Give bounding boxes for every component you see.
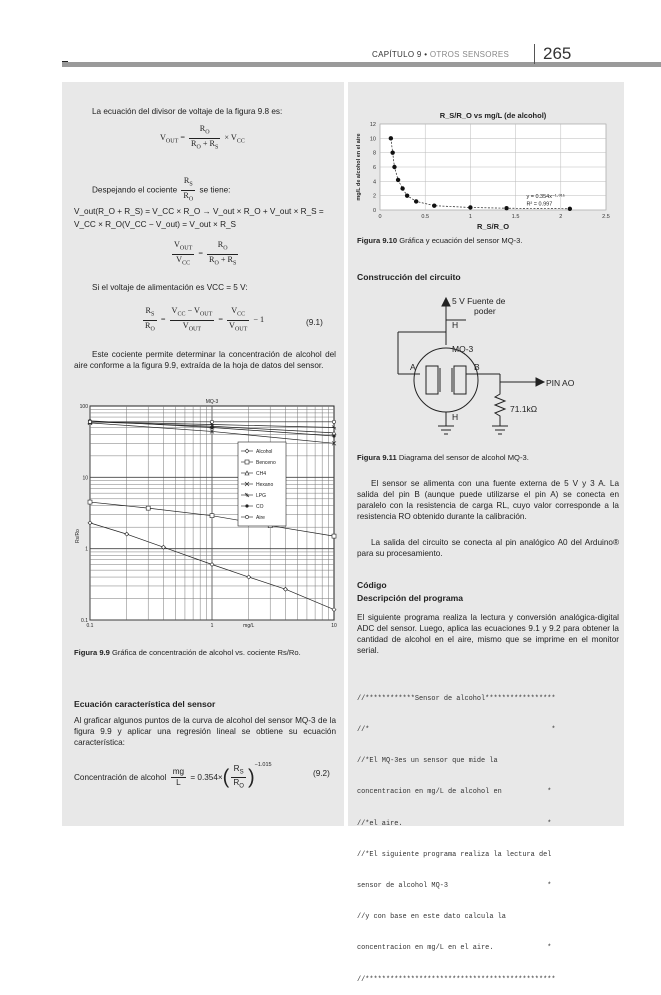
ecuacion-heading: Ecuación característica del sensor <box>74 699 216 709</box>
chart-title: R_S/R_O vs mg/L (de alcohol) <box>439 111 547 120</box>
sensor-label: MQ-3 <box>452 344 474 354</box>
page-number: 265 <box>543 44 572 63</box>
intro-text: La ecuación del divisor de voltaje de la figura 9.8 es: <box>92 107 283 116</box>
figure-9-11-caption <box>357 453 619 463</box>
chapter-title: OTROS SENSORES <box>429 50 510 59</box>
series-marker <box>146 506 150 510</box>
series-marker <box>332 420 335 423</box>
y-tick-label: 100 <box>79 404 88 410</box>
running-header <box>372 50 509 59</box>
figure-9-9-caption <box>74 648 336 658</box>
equation-9-2: Concentración de alcohol $\frac{mg}{L}$ = 0.354×( $\frac{R_S}{R_O}$ )$^{-1.015}$ <box>74 762 272 790</box>
code-line: //*El siguiente programa realiza la lectura del <box>357 850 552 859</box>
data-point <box>389 136 393 140</box>
data-point <box>504 206 508 210</box>
x-tick-label: 2 <box>559 214 563 220</box>
code-line: //*el aire. * <box>357 819 552 828</box>
code-line: //************Sensor de alcohol***************** <box>357 694 556 703</box>
figure-9-11-label: Figura 9.11 <box>357 453 397 462</box>
code-line: //y con base en este dato calcula la <box>357 913 506 922</box>
pin-h2-label: H <box>452 412 459 422</box>
series-marker <box>210 420 213 423</box>
legend-label: Benceno <box>256 460 276 466</box>
x-tick-label: 10 <box>331 623 337 629</box>
sensor-element-b <box>454 366 466 394</box>
pin-a-label: A <box>410 362 416 372</box>
equation-number-9-1: (9.1) <box>306 318 323 327</box>
despejando-text: Despejando el cociente $\frac{R_S}{R_O}$ se tiene: <box>92 176 231 203</box>
data-point <box>392 165 396 169</box>
construccion-heading: Construcción del circuito <box>357 272 461 282</box>
x-tick-label: 1 <box>468 214 472 220</box>
y-tick-label: 8 <box>372 150 376 157</box>
data-point <box>414 199 418 203</box>
pin-ao-label: PIN AO <box>546 378 575 388</box>
figure-9-9-label: Figura 9.9 <box>74 648 110 657</box>
legend-label: Hexano <box>256 482 274 488</box>
code-line: //*El MQ-3es un sensor que mide la <box>357 757 498 766</box>
legend-label: LPG <box>256 493 267 499</box>
supply-label-1: 5 V Fuente de <box>452 296 506 306</box>
y-tick-label: 10 <box>369 136 376 143</box>
data-point <box>432 204 436 208</box>
chart-fig-9-9 <box>74 394 338 638</box>
salida-paragraph: La salida del circuito se conecta al pin analógico A0 del Arduino® para su procesamiento. <box>357 538 619 558</box>
code-line: sensor de alcohol MQ-3 * <box>357 882 552 891</box>
descripcion-heading: Descripción del programa <box>357 593 464 603</box>
figure-9-11-text: Diagrama del sensor de alcohol MQ-3. <box>398 453 529 462</box>
figure-9-10-text: Gráfica y ecuación del sensor MQ-3. <box>399 236 523 245</box>
series-marker <box>245 515 248 518</box>
equation-9-1: $\frac{R_S}{R_O}$ = $\frac{V_{CC} - V_{OUT}}{V_{OUT}}$ = $\frac{V_{CC}}{V_{OUT}}$ − 1 <box>145 306 265 333</box>
codigo-heading: Código <box>357 580 387 590</box>
derivation-line-2: V_CC × R_O(V_CC − V_out) = V_out × R_S <box>74 220 237 229</box>
series-marker <box>332 434 335 437</box>
resistor-label: 71.1kΩ <box>510 404 538 414</box>
si-vcc-text: Si el voltaje de alimentación es VCC = 5 V: <box>92 283 248 292</box>
pin-h1-label: H <box>452 320 459 330</box>
code-line: concentracion en mg/L de alcohol en * <box>357 788 552 797</box>
equation-ratio: $\frac{V_{OUT}}{V_{CC}}$ = $\frac{R_O}{R_O + R_S}$ <box>174 240 237 267</box>
pin-ao-arrow <box>536 378 544 386</box>
cociente-paragraph: Este cociente permite determinar la concentración de alcohol del aire conforme a la figura 9.9, extraída de la hoja de datos del sensor. <box>74 350 336 370</box>
x-tick-label: 1 <box>210 623 214 629</box>
data-point <box>568 207 572 211</box>
series-marker <box>88 420 91 423</box>
series-marker <box>210 426 213 429</box>
regression-equation: y = 0.354x⁻¹·⁰¹⁵ <box>526 193 565 200</box>
chart-title: MQ-3 <box>205 399 219 405</box>
equation-number-9-2: (9.2) <box>313 769 330 778</box>
y-tick-label: 2 <box>372 193 376 200</box>
series-marker <box>245 504 248 507</box>
x-tick-label: 2.5 <box>602 214 610 220</box>
series-marker <box>245 460 249 464</box>
code-line: //********************************************** <box>357 975 556 984</box>
y-tick-label: 0 <box>372 208 376 214</box>
x-tick-label: 0.1 <box>86 623 94 629</box>
code-line: concentracion en mg/L en el aire. * <box>357 944 552 953</box>
data-point <box>390 150 394 154</box>
x-axis-label: mg/L <box>243 623 255 629</box>
series-marker <box>88 500 92 504</box>
alimenta-paragraph: El sensor se alimenta con una fuente externa de 5 V y 3 A. La salida del pin B (aunque puede utilizarse el pin A) se conecta en paralelo con la resistencia de carga RL, cuyo valor corresponde a la resistencia RO obtenido durante la calibración. <box>357 479 619 521</box>
y-tick-label: 4 <box>372 179 376 186</box>
legend-label: CH4 <box>256 471 267 477</box>
y-axis-label: mg/L de alcohol en el aire <box>356 133 362 201</box>
legend-label: Alcohol <box>256 449 273 455</box>
derivation-line-1: V_out(R_O + R_S) = V_CC × R_O → V_out × R_O + V_out × R_S = <box>74 207 324 216</box>
supply-label-2: poder <box>474 306 496 316</box>
legend-label: CO <box>256 504 264 510</box>
code-block <box>357 673 619 995</box>
regression-r2: R² = 0.997 <box>526 201 553 208</box>
x-axis-label: R_S/R_O <box>476 222 510 231</box>
code-line: //* * <box>357 726 556 735</box>
y-tick-label: 1 <box>85 546 88 553</box>
y-tick-label: 6 <box>372 165 376 171</box>
data-point <box>400 186 404 190</box>
equation-divider: $V_{OUT}$ = $\frac{R_O}{R_O + R_S}$ × $V_{CC}$ <box>160 124 245 151</box>
header-divider <box>534 44 535 64</box>
data-point <box>405 193 409 197</box>
graficar-paragraph: Al graficar algunos puntos de la curva de alcohol del sensor MQ-3 de la figura 9.9 y aplicar una regresión lineal se obtiene su ecuación característica: <box>74 716 336 747</box>
x-tick-label: 0.5 <box>421 214 430 220</box>
figure-9-9-text: Gráfica de concentración de alcohol vs. cociente Rs/Ro. <box>112 648 301 657</box>
circuit-diagram <box>380 290 580 450</box>
y-tick-label: 10 <box>82 475 88 482</box>
figure-9-10-caption <box>357 236 619 246</box>
series-marker <box>332 534 336 538</box>
pin-b-label: B <box>474 362 480 372</box>
supply-arrow <box>442 298 450 306</box>
x-tick-label: 0 <box>378 214 382 220</box>
y-tick-label: 0.1 <box>81 618 88 624</box>
chart-fig-9-10 <box>354 108 616 232</box>
sensor-body <box>414 348 478 412</box>
data-point <box>396 178 400 182</box>
y-axis-label: Rs/Ro <box>75 529 81 544</box>
load-resistor <box>495 386 505 426</box>
programa-paragraph: El siguiente programa realiza la lectura y conversión analógica-digital ADC del sensor. Luego, aplica las ecuaciones 9.1 y 9.2 para obtener la cantidad de alcohol en el aire, mismo que se imprime en el monitor serial. <box>357 613 619 655</box>
legend-label: Aire <box>256 515 265 521</box>
chapter-label: CAPÍTULO 9 <box>372 50 422 59</box>
x-tick-label: 1.5 <box>511 214 520 220</box>
sensor-element-a <box>426 366 438 394</box>
series-marker <box>210 514 214 518</box>
figure-9-10-label: Figura 9.10 <box>357 236 398 245</box>
data-point <box>468 205 472 209</box>
chapter-bullet: • <box>424 50 428 59</box>
y-tick-label: 12 <box>369 122 376 128</box>
